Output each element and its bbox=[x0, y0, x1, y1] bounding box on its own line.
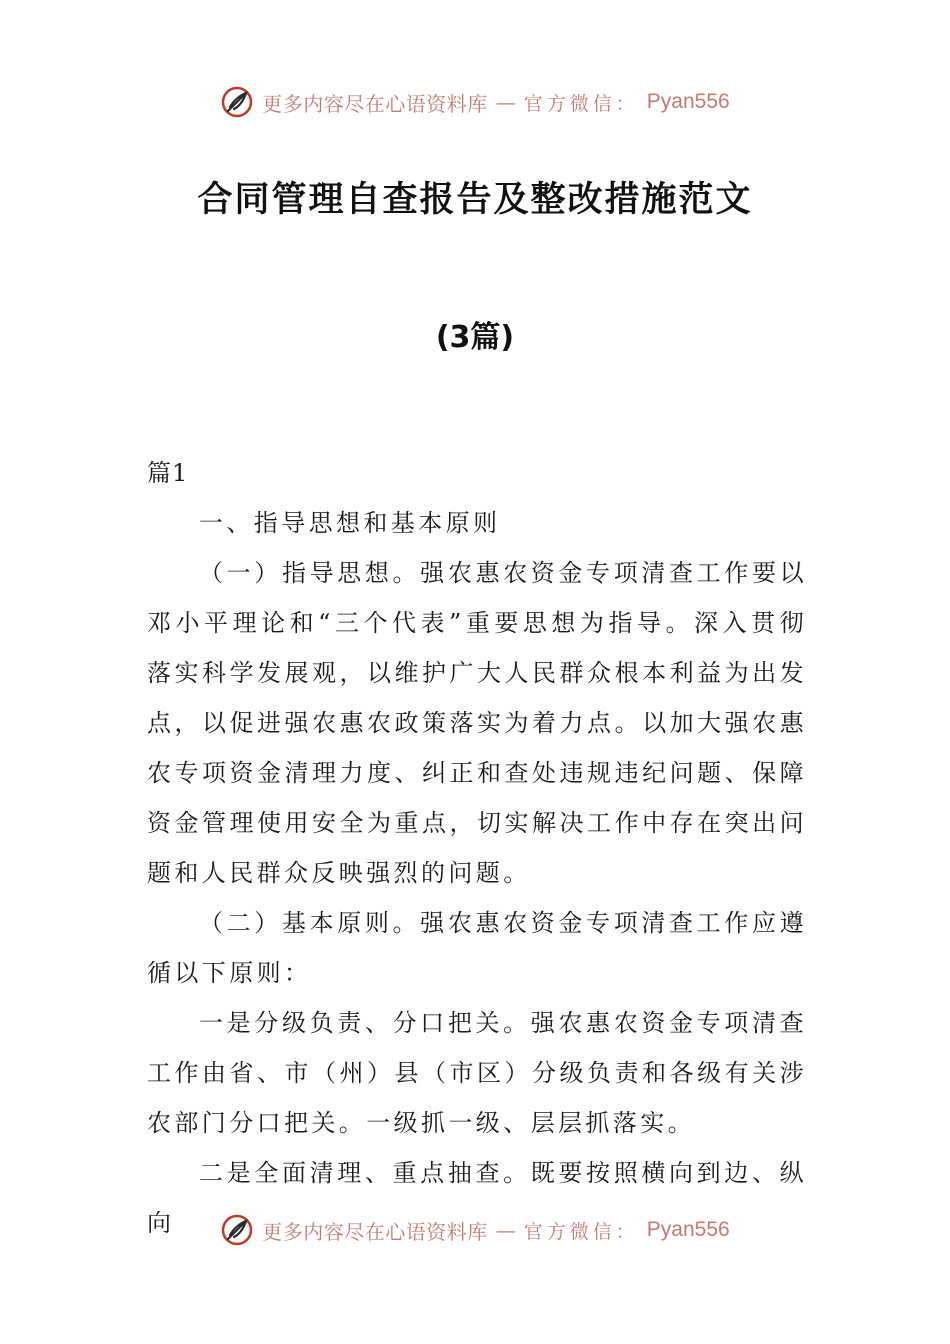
watermark-banner-top bbox=[0, 82, 950, 122]
watermark-separator: — bbox=[495, 90, 516, 114]
watermark-wechat-id: Pyan556 bbox=[646, 90, 730, 113]
document-title: 合同管理自查报告及整改措施范文 bbox=[197, 179, 753, 220]
section-label: 篇1 bbox=[147, 459, 189, 487]
watermark-banner-bottom bbox=[0, 1210, 950, 1250]
watermark-text: 更多内容尽在心语资料库 bbox=[262, 1219, 488, 1244]
paragraph-guiding-thought: （一）指导思想。强农惠农资金专项清查工作要以邓小平理论和“三个代表”重要思想为指导。深入贯彻落实科学发展观，以维护广大人民群众根本利益为出发点，以促进强农惠农政策落实为着力点。以加大强农惠农专项资金清理力度、纠正和查处违规违纪问题、保障资金管理使用安全为重点，切实解决工作中存在突出问题和人民群众反映强烈的问题。 bbox=[147, 559, 807, 887]
paragraph-basic-principles: （二）基本原则。强农惠农资金专项清查工作应遵循以下原则： bbox=[147, 909, 807, 987]
quill-logo-icon bbox=[220, 1213, 254, 1247]
watermark-wechat-id: Pyan556 bbox=[646, 1218, 730, 1241]
watermark-label: 官方微信： bbox=[523, 1220, 639, 1243]
quill-logo-icon bbox=[220, 85, 254, 119]
document-subtitle: (3篇) bbox=[435, 320, 515, 355]
document-body bbox=[147, 448, 807, 1248]
watermark-separator: — bbox=[495, 1218, 516, 1242]
paragraph-comprehensive-review: 二是全面清理、重点抽查。既要按照横向到边、纵向 bbox=[147, 1159, 807, 1237]
paragraph-graded-responsibility: 一是分级负责、分口把关。强农惠农资金专项清查工作由省、市（州）县（市区）分级负责和各级有关涉农部门分口把关。一级抓一级、层层抓落实。 bbox=[147, 1009, 807, 1137]
watermark-text: 更多内容尽在心语资料库 bbox=[262, 91, 488, 116]
heading-principles: 一、指导思想和基本原则 bbox=[199, 509, 501, 537]
watermark-label: 官方微信： bbox=[523, 92, 639, 115]
